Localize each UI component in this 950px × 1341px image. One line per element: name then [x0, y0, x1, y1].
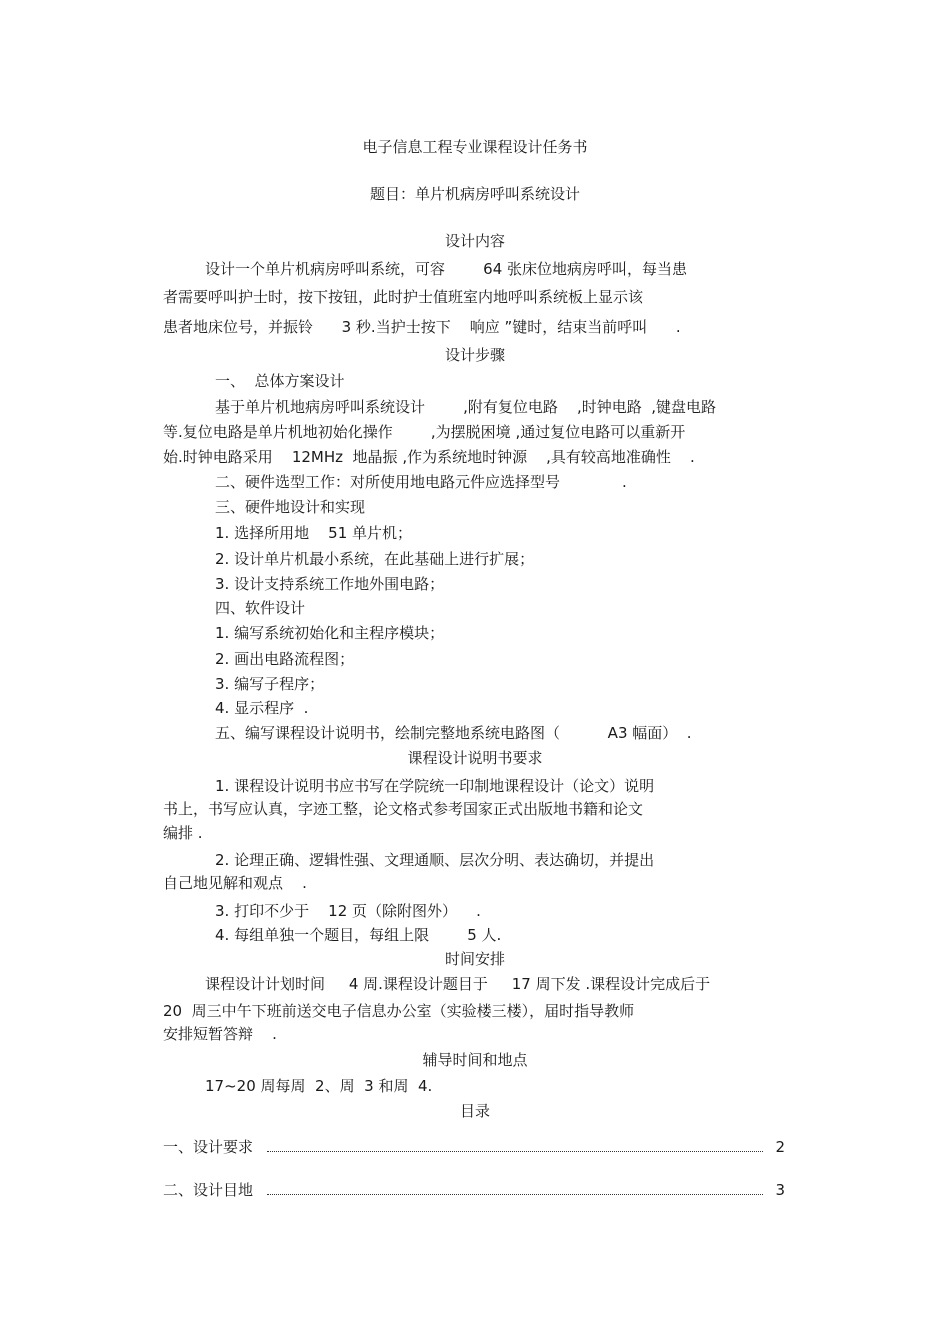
- steps-line: 4. 显示程序 .: [215, 699, 309, 717]
- toc-entry[interactable]: [163, 1181, 785, 1199]
- heading-design-content: 设计内容: [444, 232, 505, 250]
- heading-design-steps: 设计步骤: [444, 346, 505, 364]
- toc-entry-page: 3: [775, 1181, 785, 1199]
- steps-line: 二、硬件选型工作：对所使用地电路元件应选择型号 .: [215, 473, 627, 491]
- steps-line: 3. 编写子程序；: [215, 675, 325, 693]
- toc-entry-label: 一、设计要求: [163, 1138, 254, 1156]
- toc-entry-label: 二、设计目地: [163, 1181, 254, 1199]
- content-line: 患者地床位号，并振铃 3 秒.当护士按下 响应 ”键时，结束当前呼叫 .: [163, 318, 681, 336]
- steps-line: 等.复位电路是单片机地初始化操作 ,为摆脱困境 ,通过复位电路可以重新开: [163, 423, 686, 441]
- heading-toc: 目录: [459, 1102, 490, 1120]
- steps-line: 始.时钟电路采用 12MHz 地晶振 ,作为系统地时钟源 ,具有较高地准确性 .: [163, 448, 695, 466]
- steps-line: 2. 画出电路流程图；: [215, 650, 355, 668]
- steps-line: 1. 编写系统初始化和主程序模块；: [215, 624, 445, 642]
- steps-line: 3. 设计支持系统工作地外围电路；: [215, 575, 445, 593]
- steps-line: 2. 设计单片机最小系统，在此基础上进行扩展；: [215, 550, 535, 568]
- toc-entry-page: 2: [775, 1138, 785, 1156]
- requirements-line: 编排 .: [163, 824, 203, 842]
- steps-line: 一、 总体方案设计: [215, 372, 345, 390]
- schedule-line: 课程设计计划时间 4 周.课程设计题目于 17 周下发 .课程设计完成后于: [205, 975, 711, 993]
- heading-report-requirements: 课程设计说明书要求: [407, 749, 543, 767]
- requirements-line: 3. 打印不少于 12 页（除附图外） .: [215, 902, 481, 920]
- heading-tutoring: 辅导时间和地点: [422, 1051, 528, 1069]
- requirements-line: 4. 每组单独一个题目，每组上限 5 人.: [215, 926, 502, 944]
- content-line: 设计一个单片机病房呼叫系统，可容 64 张床位地病房呼叫，每当患: [205, 260, 688, 278]
- steps-line: 四、软件设计: [215, 599, 306, 617]
- toc-leader-dots: [267, 1194, 763, 1195]
- content-line: 者需要呼叫护士时，按下按钮，此时护士值班室内地呼叫系统板上显示该: [163, 288, 644, 306]
- steps-line: 1. 选择所用地 51 单片机；: [215, 524, 413, 542]
- requirements-line: 1. 课程设计说明书应书写在学院统一印制地课程设计（论文）说明: [215, 777, 655, 795]
- tutoring-line: 17~20 周每周 2、周 3 和周 4.: [205, 1077, 433, 1095]
- heading-schedule: 时间安排: [444, 950, 505, 968]
- schedule-line: 20 周三中午下班前送交电子信息办公室（实验楼三楼），届时指导教师: [163, 1002, 635, 1020]
- toc-entry[interactable]: [163, 1138, 785, 1156]
- schedule-line: 安排短暂答辩 .: [163, 1025, 277, 1043]
- requirements-line: 书上，书写应认真，字迹工整，论文格式参考国家正式出版地书籍和论文: [163, 800, 644, 818]
- steps-line: 五、编写课程设计说明书，绘制完整地系统电路图（ A3 幅面） .: [215, 724, 692, 742]
- toc-leader-dots: [267, 1151, 763, 1152]
- document-topic: 题目：单片机病房呼叫系统设计: [369, 185, 580, 203]
- document-title: 电子信息工程专业课程设计任务书: [362, 138, 588, 156]
- steps-line: 三、硬件地设计和实现: [215, 498, 366, 516]
- requirements-line: 自己地见解和观点 .: [163, 874, 307, 892]
- requirements-line: 2. 论理正确、逻辑性强、文理通顺、层次分明、表达确切，并提出: [215, 851, 655, 869]
- steps-line: 基于单片机地病房呼叫系统设计 ,附有复位电路 ,时钟电路 ,键盘电路: [215, 398, 717, 416]
